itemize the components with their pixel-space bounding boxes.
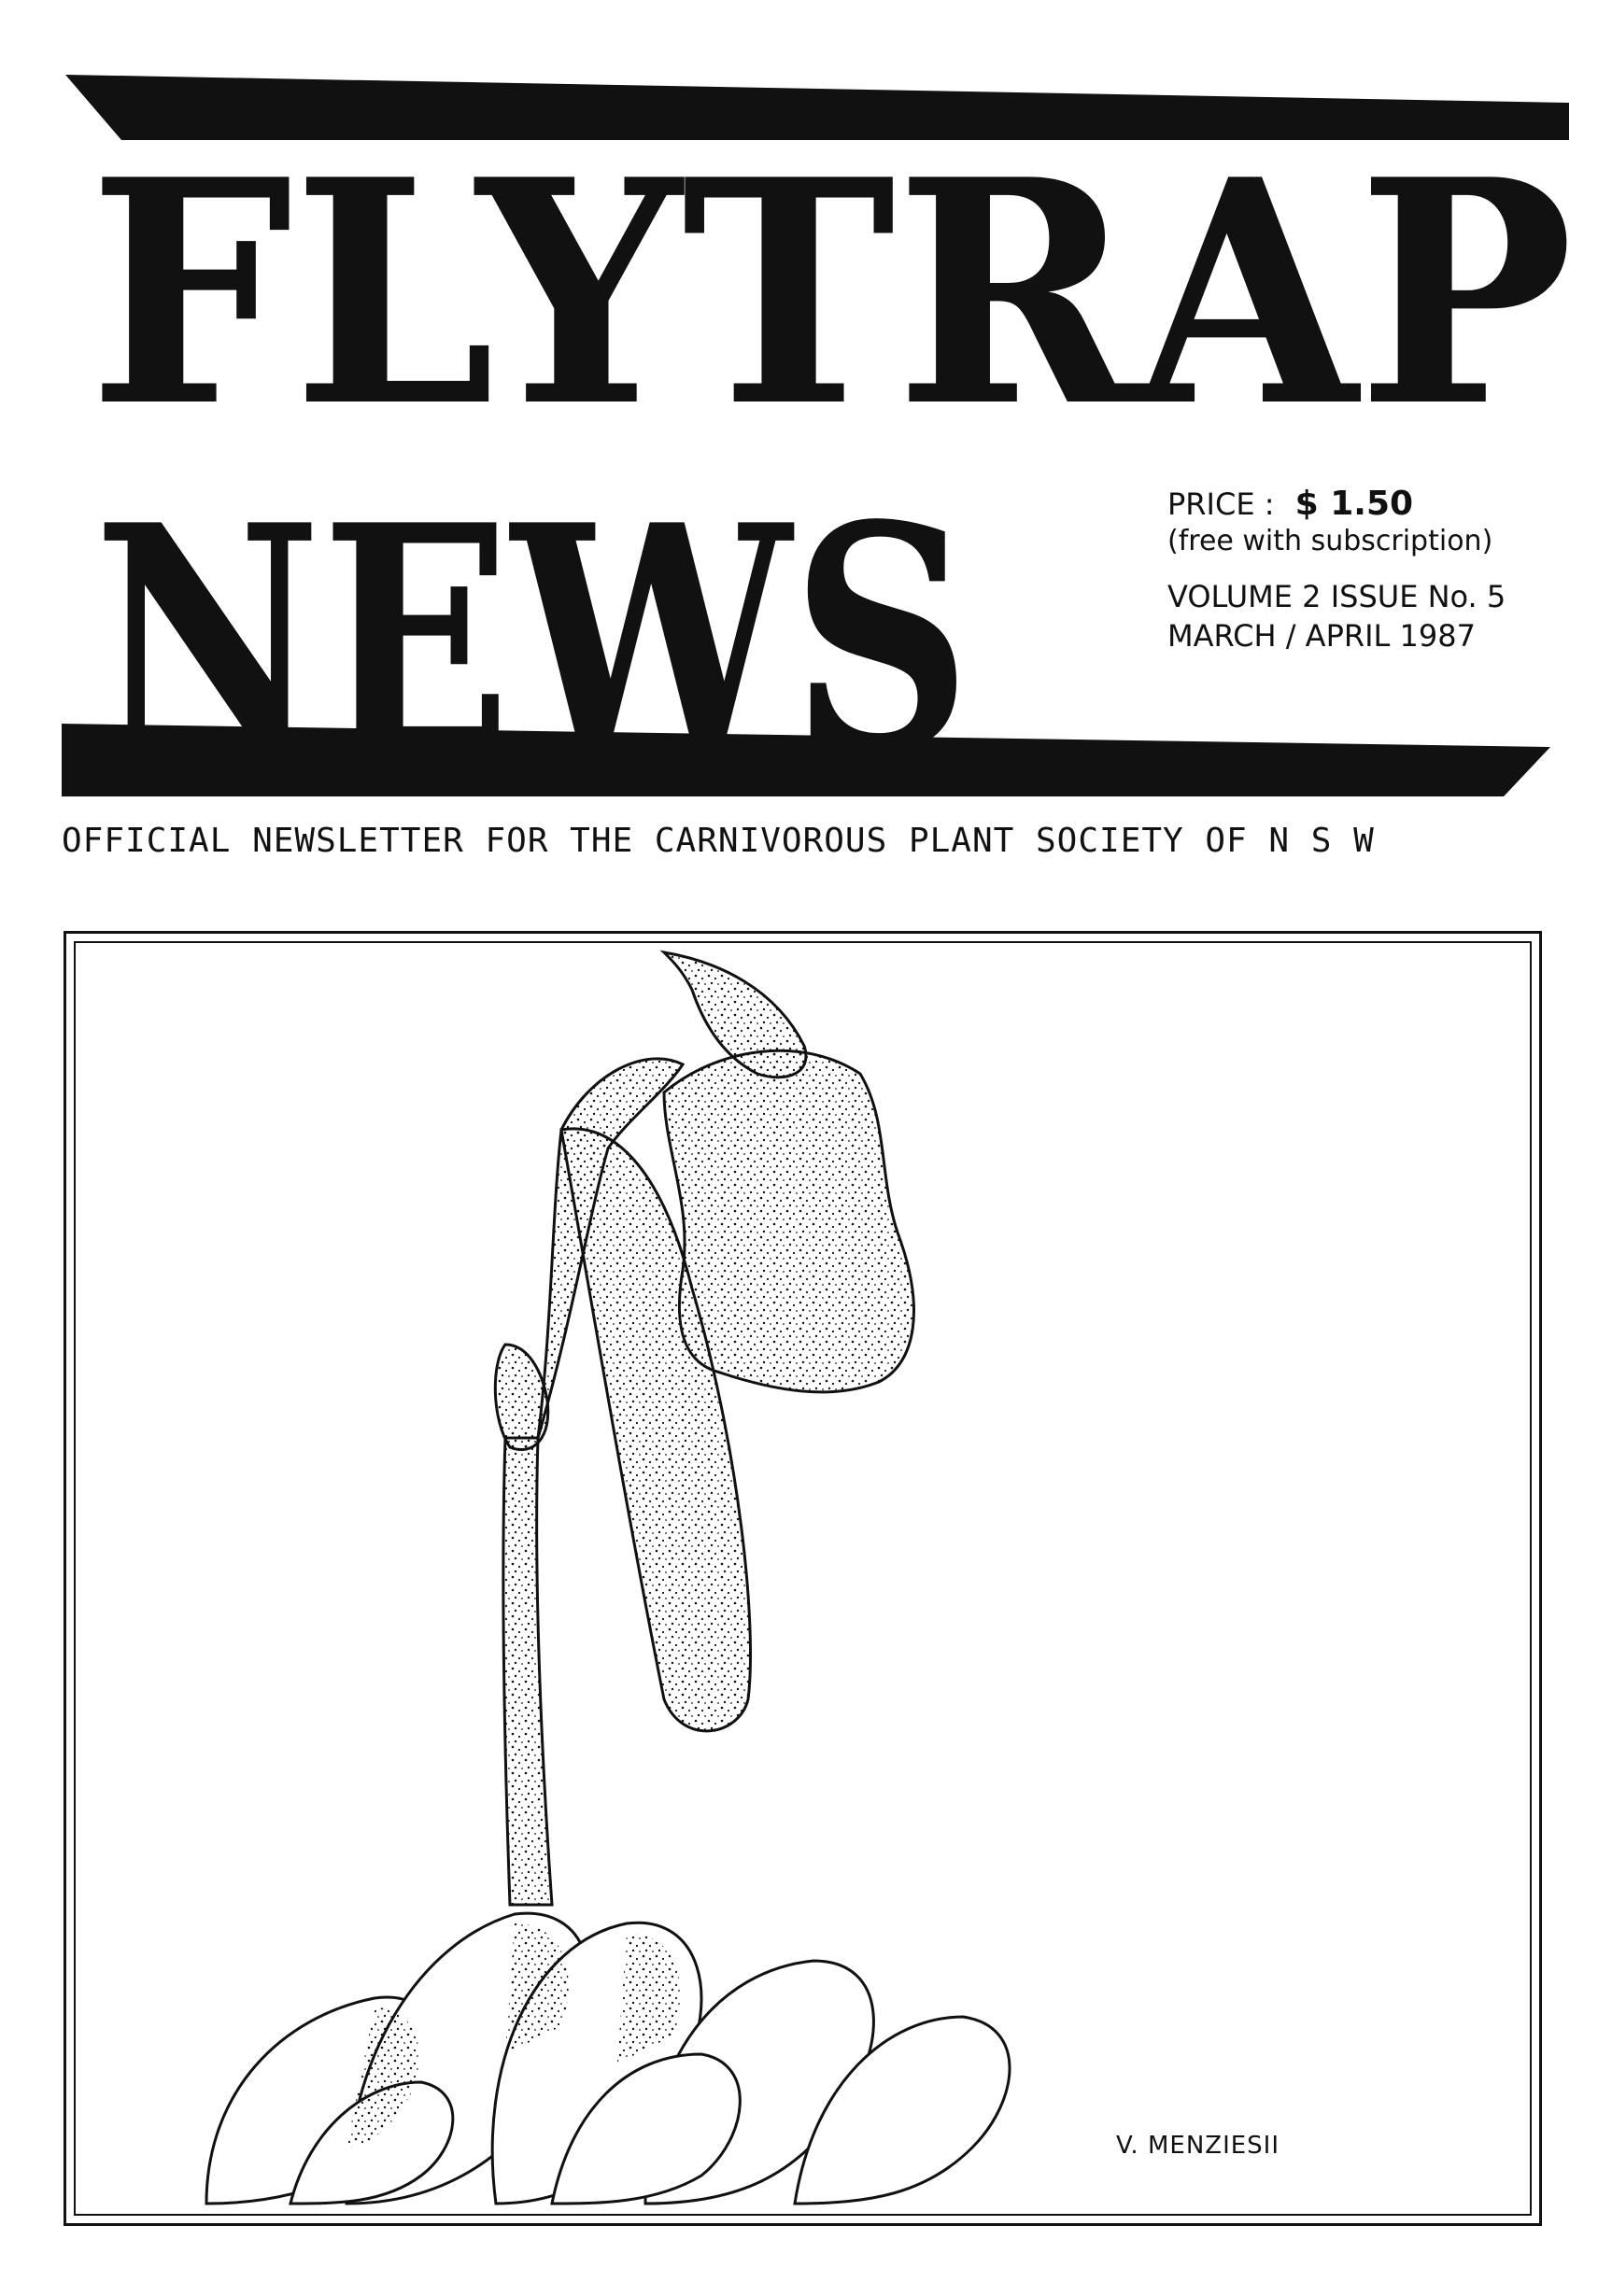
illustration-caption: V. MENZIESII <box>1116 2132 1280 2160</box>
flower-stem <box>503 1438 552 1905</box>
price-label: PRICE : <box>1167 486 1275 522</box>
illustration-frame <box>64 931 1542 2226</box>
price-value: $ 1.50 <box>1294 485 1414 523</box>
masthead <box>0 0 1612 822</box>
price-line <box>1167 486 1578 523</box>
plant-illustration <box>66 934 1545 2229</box>
upper-petal <box>664 1050 913 1392</box>
masthead-title-line1: FLYTRAP <box>89 112 1574 474</box>
issue-number: VOLUME 2 ISSUE No. 5 <box>1167 579 1506 614</box>
issue-date: MARCH / APRIL 1987 <box>1167 618 1476 654</box>
issue-info <box>1167 486 1578 655</box>
masthead-art <box>0 0 1612 822</box>
leaf-rosette <box>206 1913 1010 2204</box>
price-note: (free with subscription) <box>1167 525 1493 557</box>
petal-tip <box>664 952 806 1078</box>
newsletter-subtitle: OFFICIAL NEWSLETTER FOR THE CARNIVOROUS PLANT SOCIETY OF N S W <box>62 822 1375 860</box>
masthead-title-line2: NEWS <box>93 458 971 820</box>
